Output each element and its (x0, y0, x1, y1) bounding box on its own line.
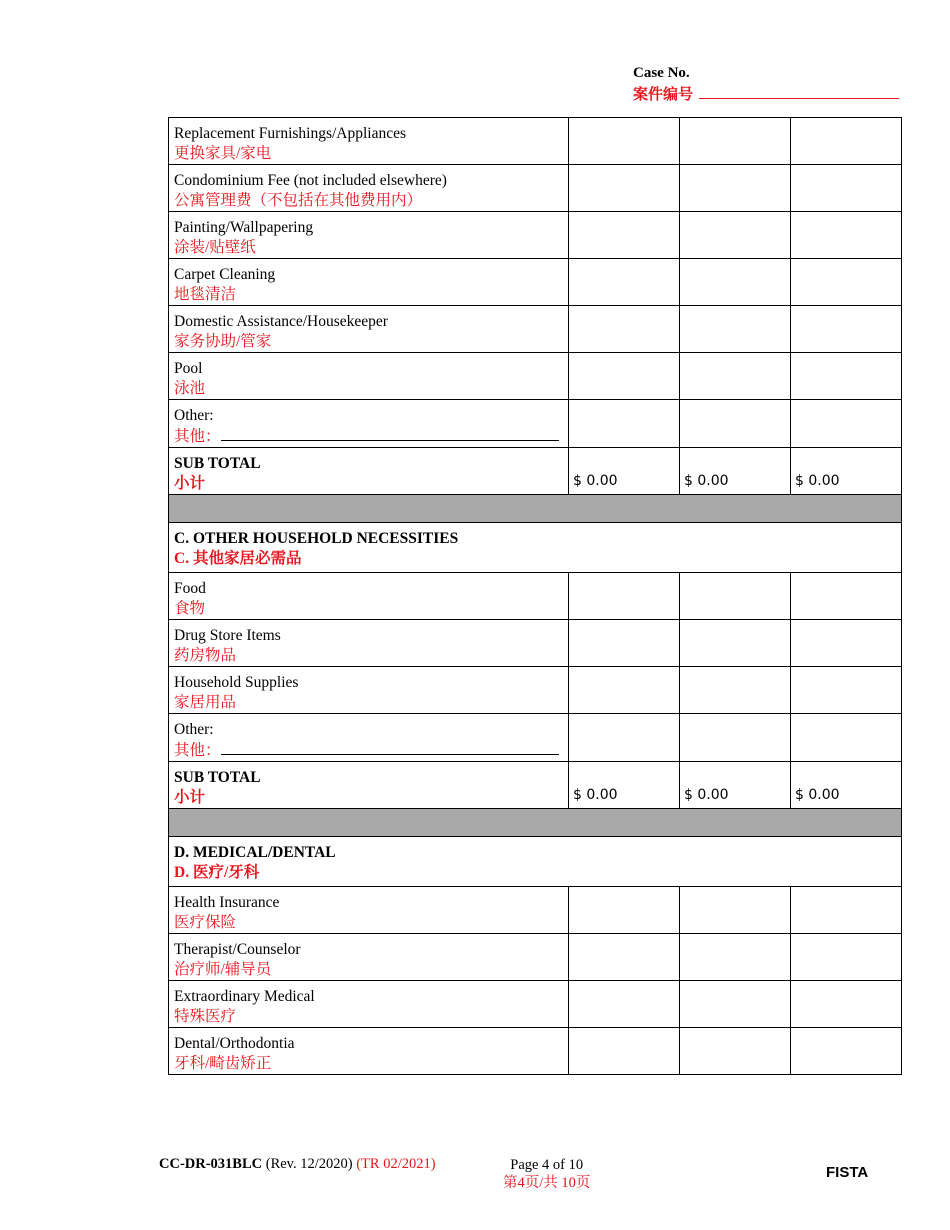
section-divider-cell (169, 809, 902, 837)
amount-field-1[interactable] (569, 212, 680, 259)
row-label (169, 353, 569, 400)
row-label-zh: 食物 (174, 600, 206, 617)
amount-field-2[interactable] (680, 887, 791, 934)
amount-field-1[interactable] (569, 573, 680, 620)
row-label-zh-wrap (174, 238, 563, 258)
row-label-en: Therapist/Counselor (174, 941, 301, 958)
amount-field-1[interactable] (569, 887, 680, 934)
row-label (169, 448, 569, 495)
section-divider (169, 809, 902, 837)
table-row (169, 118, 902, 165)
row-label-zh-wrap (174, 474, 563, 494)
section-divider-cell (169, 495, 902, 523)
row-label-zh: 特殊医疗 (174, 1008, 237, 1025)
amount-field-3[interactable] (791, 934, 902, 981)
row-label-zh-wrap (174, 191, 563, 211)
table-row (169, 400, 902, 448)
amount-field-3[interactable] (791, 887, 902, 934)
amount-field-2[interactable] (680, 620, 791, 667)
subtotal-value-3: $ 0.00 (791, 448, 902, 495)
amount-field-2[interactable] (680, 353, 791, 400)
amount-field-2[interactable] (680, 714, 791, 762)
amount-field-3[interactable] (791, 306, 902, 353)
amount-field-3[interactable] (791, 714, 902, 762)
form-revision: (Rev. 12/2020) (265, 1156, 353, 1172)
amount-field-1[interactable] (569, 306, 680, 353)
row-label-zh: 公寓管理费（不包括在其他费用内） (174, 192, 423, 209)
table-row (169, 981, 902, 1028)
subtotal-value-1: $ 0.00 (569, 762, 680, 809)
table-row (169, 934, 902, 981)
table-row (169, 259, 902, 306)
row-label-zh-wrap (174, 913, 563, 933)
row-label-zh: 家居用品 (174, 694, 237, 711)
subtotal-value-1: $ 0.00 (569, 448, 680, 495)
amount-field-3[interactable] (791, 1028, 902, 1075)
row-label-en: Extraordinary Medical (174, 988, 315, 1005)
amount-field-1[interactable] (569, 353, 680, 400)
row-label-en: Carpet Cleaning (174, 266, 276, 283)
form-id: CC-DR-031BLC (159, 1156, 263, 1172)
case-number-block (633, 63, 899, 105)
row-label-zh: 地毯清洁 (174, 286, 237, 303)
table-row (169, 353, 902, 400)
row-label-en: Painting/Wallpapering (174, 219, 314, 236)
row-label (169, 306, 569, 353)
page-number-zh: 第4页/共 10页 (503, 1175, 591, 1191)
row-label (169, 1028, 569, 1075)
table-row (169, 667, 902, 714)
row-label-en: Household Supplies (174, 674, 299, 691)
row-label-en: SUB TOTAL (174, 455, 261, 472)
amount-field-3[interactable] (791, 667, 902, 714)
case-number-label-zh: 案件编号 (633, 87, 694, 103)
subtotal-row (169, 762, 902, 809)
row-label-en: Other: (174, 721, 214, 738)
amount-field-2[interactable] (680, 667, 791, 714)
case-number-field[interactable] (699, 83, 899, 99)
row-label-zh-wrap (174, 1007, 563, 1027)
row-label (169, 165, 569, 212)
section-heading-en: D. MEDICAL/DENTAL (174, 844, 336, 861)
row-label-en: Drug Store Items (174, 627, 281, 644)
amount-field-1[interactable] (569, 667, 680, 714)
row-label-zh: 其他： (174, 428, 221, 445)
amount-field-1[interactable] (569, 400, 680, 448)
row-label (169, 762, 569, 809)
section-divider (169, 495, 902, 523)
row-label-zh: 牙科/畸齿矫正 (174, 1055, 272, 1072)
row-label-zh: 其他： (174, 742, 221, 759)
form-translation-revision: (TR 02/2021) (356, 1156, 436, 1172)
amount-field-2[interactable] (680, 259, 791, 306)
row-label-zh-wrap (174, 960, 563, 980)
section-heading (169, 523, 902, 573)
amount-field-2[interactable] (680, 118, 791, 165)
row-label (169, 887, 569, 934)
table-row (169, 306, 902, 353)
table-row (169, 212, 902, 259)
expense-table (168, 117, 902, 1075)
other-description-field[interactable] (221, 740, 559, 755)
section-heading (169, 837, 902, 887)
amount-field-2[interactable] (680, 981, 791, 1028)
row-label (169, 934, 569, 981)
row-label-zh: 药房物品 (174, 647, 237, 664)
row-label-zh-wrap (174, 646, 563, 666)
amount-field-2[interactable] (680, 306, 791, 353)
row-label (169, 620, 569, 667)
amount-field-3[interactable] (791, 212, 902, 259)
amount-field-3[interactable] (791, 400, 902, 448)
amount-field-1[interactable] (569, 981, 680, 1028)
amount-field-1[interactable] (569, 620, 680, 667)
row-label-en: Pool (174, 360, 203, 377)
row-label-en: Food (174, 580, 206, 597)
row-label-zh-wrap (174, 693, 563, 713)
amount-field-3[interactable] (791, 165, 902, 212)
row-label-zh-wrap (174, 144, 563, 164)
table-row (169, 620, 902, 667)
amount-field-2[interactable] (680, 400, 791, 448)
section-heading-zh: C. 其他家居必需品 (174, 550, 302, 567)
row-label-en: Replacement Furnishings/Appliances (174, 125, 407, 142)
table-row (169, 1028, 902, 1075)
amount-field-2[interactable] (680, 934, 791, 981)
row-label-en: Domestic Assistance/Housekeeper (174, 313, 388, 330)
row-label-en: Condominium Fee (not included elsewhere) (174, 172, 447, 189)
amount-field-2[interactable] (680, 1028, 791, 1075)
amount-field-3[interactable] (791, 118, 902, 165)
subtotal-value-3: $ 0.00 (791, 762, 902, 809)
row-label-en: SUB TOTAL (174, 769, 261, 786)
row-label-en: Dental/Orthodontia (174, 1035, 295, 1052)
amount-field-1[interactable] (569, 714, 680, 762)
row-label-zh-wrap (174, 332, 563, 352)
amount-field-1[interactable] (569, 934, 680, 981)
row-label-en: Health Insurance (174, 894, 280, 911)
amount-field-1[interactable] (569, 118, 680, 165)
case-number-label: Case No. (633, 65, 690, 81)
row-label-zh-wrap (174, 1054, 563, 1074)
row-label-en: Other: (174, 407, 214, 424)
row-label-zh: 涂装/贴壁纸 (174, 239, 256, 256)
amount-field-3[interactable] (791, 259, 902, 306)
row-label-zh: 家务协助/管家 (174, 333, 272, 350)
row-label (169, 118, 569, 165)
amount-field-3[interactable] (791, 353, 902, 400)
row-label-zh: 更换家具/家电 (174, 145, 272, 162)
row-label-zh-wrap (174, 788, 563, 808)
section-heading-en: C. OTHER HOUSEHOLD NECESSITIES (174, 530, 459, 547)
section-heading-row (169, 837, 902, 887)
row-label (169, 714, 569, 762)
row-label-zh-wrap (174, 379, 563, 399)
row-label (169, 981, 569, 1028)
row-label-zh: 治疗师/辅导员 (174, 961, 272, 978)
table-row (169, 714, 902, 762)
table-row (169, 573, 902, 620)
amount-field-2[interactable] (680, 573, 791, 620)
section-heading-zh: D. 医疗/牙科 (174, 864, 260, 881)
amount-field-1[interactable] (569, 165, 680, 212)
row-label-zh: 泳池 (174, 380, 206, 397)
row-label-zh: 小计 (174, 475, 206, 492)
section-heading-row (169, 523, 902, 573)
row-label (169, 259, 569, 306)
row-label-zh-wrap (174, 599, 563, 619)
amount-field-3[interactable] (791, 573, 902, 620)
subtotal-value-2: $ 0.00 (680, 448, 791, 495)
table-row (169, 887, 902, 934)
footer-form-id (159, 1156, 436, 1173)
footer-brand: FISTA (826, 1164, 869, 1181)
other-description-field[interactable] (221, 426, 559, 441)
subtotal-row (169, 448, 902, 495)
row-label-zh-wrap (174, 740, 563, 761)
page-number-en: Page 4 of 10 (510, 1157, 584, 1173)
row-label (169, 667, 569, 714)
row-label-zh-wrap (174, 285, 563, 305)
amount-field-2[interactable] (680, 165, 791, 212)
amount-field-1[interactable] (569, 1028, 680, 1075)
row-label-zh-wrap (174, 426, 563, 447)
amount-field-2[interactable] (680, 212, 791, 259)
subtotal-value-2: $ 0.00 (680, 762, 791, 809)
page-number (503, 1156, 590, 1192)
row-label (169, 400, 569, 448)
row-label-zh: 医疗保险 (174, 914, 237, 931)
row-label (169, 212, 569, 259)
amount-field-1[interactable] (569, 259, 680, 306)
row-label-zh: 小计 (174, 789, 206, 806)
amount-field-3[interactable] (791, 620, 902, 667)
row-label (169, 573, 569, 620)
amount-field-3[interactable] (791, 981, 902, 1028)
table-row (169, 165, 902, 212)
